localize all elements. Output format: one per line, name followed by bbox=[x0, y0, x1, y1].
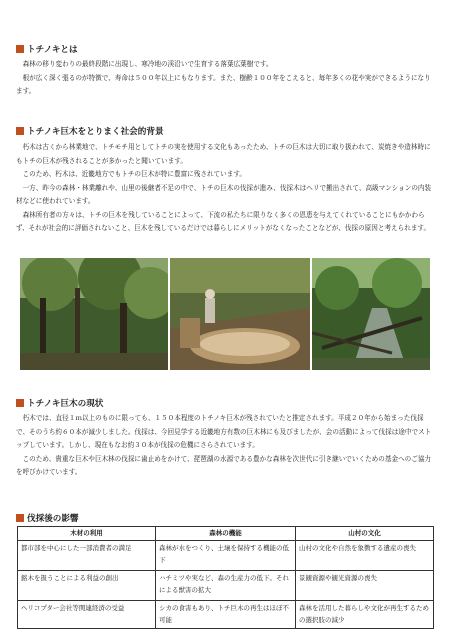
impact-table bbox=[17, 526, 434, 629]
paragraph: このため、貴重な巨木や巨木林の伐採に歯止めをかけて、琵琶湖の水源である豊かな森林を次世代に引き継いでいくための基金へのご協力を呼びかけています。 bbox=[16, 454, 432, 476]
section-impact bbox=[16, 511, 434, 525]
felled-tree-photo bbox=[170, 258, 310, 370]
paragraph: このため、朽木は、近畿地方でもトチの巨木が特に豊富に残されています。 bbox=[22, 170, 246, 178]
table-header-row bbox=[18, 527, 434, 541]
heading-text: 伐採後の影響 bbox=[27, 514, 79, 524]
paragraph: 朽木は古くから林業地で、トチモチ用としてトチの実を使用する文化もあったため、トチの巨木は大切に取り扱われて、炭焼きや造林時にもトチの巨木が残されることが多かったと聞いています。 bbox=[16, 143, 431, 165]
table-cell: 山村の文化や自然を象徴する遺産の喪失 bbox=[296, 541, 434, 571]
heading-text: トチノキ巨木の現状 bbox=[27, 399, 104, 409]
heading-square-icon bbox=[16, 127, 24, 135]
heading-square-icon bbox=[16, 399, 24, 407]
table-cell: ハチミツや実など、森の生産力の低下。それによる獣害の拡大 bbox=[156, 571, 296, 601]
paragraph: 一方、昨今の森林・林業離れや、山里の後継者不足の中で、トチの巨木の伐採が進み、伐採木はヘリで搬出されて、高級マンションの内装材などに使われています。 bbox=[16, 183, 432, 205]
paragraph: 森林の移り変わりの最終段階に出現し、寒冷地の渓沿いで生育する落葉広葉樹です。 bbox=[22, 60, 273, 68]
table-cell: 銘木を扱うことによる利益の創出 bbox=[18, 571, 156, 601]
forest-photo bbox=[20, 258, 168, 370]
table-cell: 都市部を中心にした一部消費者の満足 bbox=[18, 541, 156, 571]
section-current-status bbox=[16, 396, 434, 480]
photo-strip bbox=[20, 258, 430, 370]
section-heading bbox=[16, 396, 434, 410]
heading-text: トチノキ巨木をとりまく社会的背景 bbox=[27, 127, 164, 137]
heading-square-icon bbox=[16, 45, 24, 53]
section-heading bbox=[16, 42, 434, 56]
section-social-background bbox=[16, 124, 434, 236]
table-row bbox=[18, 601, 434, 629]
section-tochinoki bbox=[16, 42, 434, 99]
paragraph: 森林所有者の方々は、トチの巨木を残していることによって、下流の私たちに限りなく多くの恩恵を与えてくれていることにもかかわらず、それが社会的に評価されないこと、巨木を残しているだけでは暮らしにメリットがなくなったことなどが、伐採の原因と考えられます。 bbox=[16, 210, 431, 232]
table-cell: 森林が水をつくり、土壌を保持する機能の低下 bbox=[156, 541, 296, 571]
heading-text: トチノキとは bbox=[27, 45, 78, 55]
table-row bbox=[18, 571, 434, 601]
heading-square-icon bbox=[16, 514, 24, 522]
column-header: 森林の機能 bbox=[156, 527, 296, 541]
table-cell: 景観資源や観光資源の喪失 bbox=[296, 571, 434, 601]
table-cell: シカの食害もあり、トチ巨木の再生はほぼ不可能 bbox=[156, 601, 296, 629]
section-heading bbox=[16, 124, 434, 138]
paragraph: 朽木では、直径１ｍ以上のものに限っても、１５０本程度のトチノキ巨木が残されていたと推定されます。平成２０年から始まった伐採で、そのうち約６０本が減少しました。伐採は、今回見学する近畿地方有数の巨木林にも及びましたが、会の活動によって伐採は途中でストップしています。しかし、現在もなお約３０本が伐採の危機にさらされています。 bbox=[16, 414, 432, 449]
table-cell: ヘリコプター会社等関連経済の受益 bbox=[18, 601, 156, 629]
paragraph: 根が広く深く張るのが特徴で、寿命は５００年以上にもなります。また、樹齢１００年をこえると、毎年多くの花や実ができるようになります。 bbox=[16, 73, 431, 95]
section-heading bbox=[16, 511, 434, 525]
table-row bbox=[18, 541, 434, 571]
mountain-stream-photo bbox=[312, 258, 430, 370]
table-cell: 森林を活用した暮らしや文化が再生するための選択肢の減少 bbox=[296, 601, 434, 629]
column-header: 木材の利用 bbox=[18, 527, 156, 541]
column-header: 山村の文化 bbox=[296, 527, 434, 541]
